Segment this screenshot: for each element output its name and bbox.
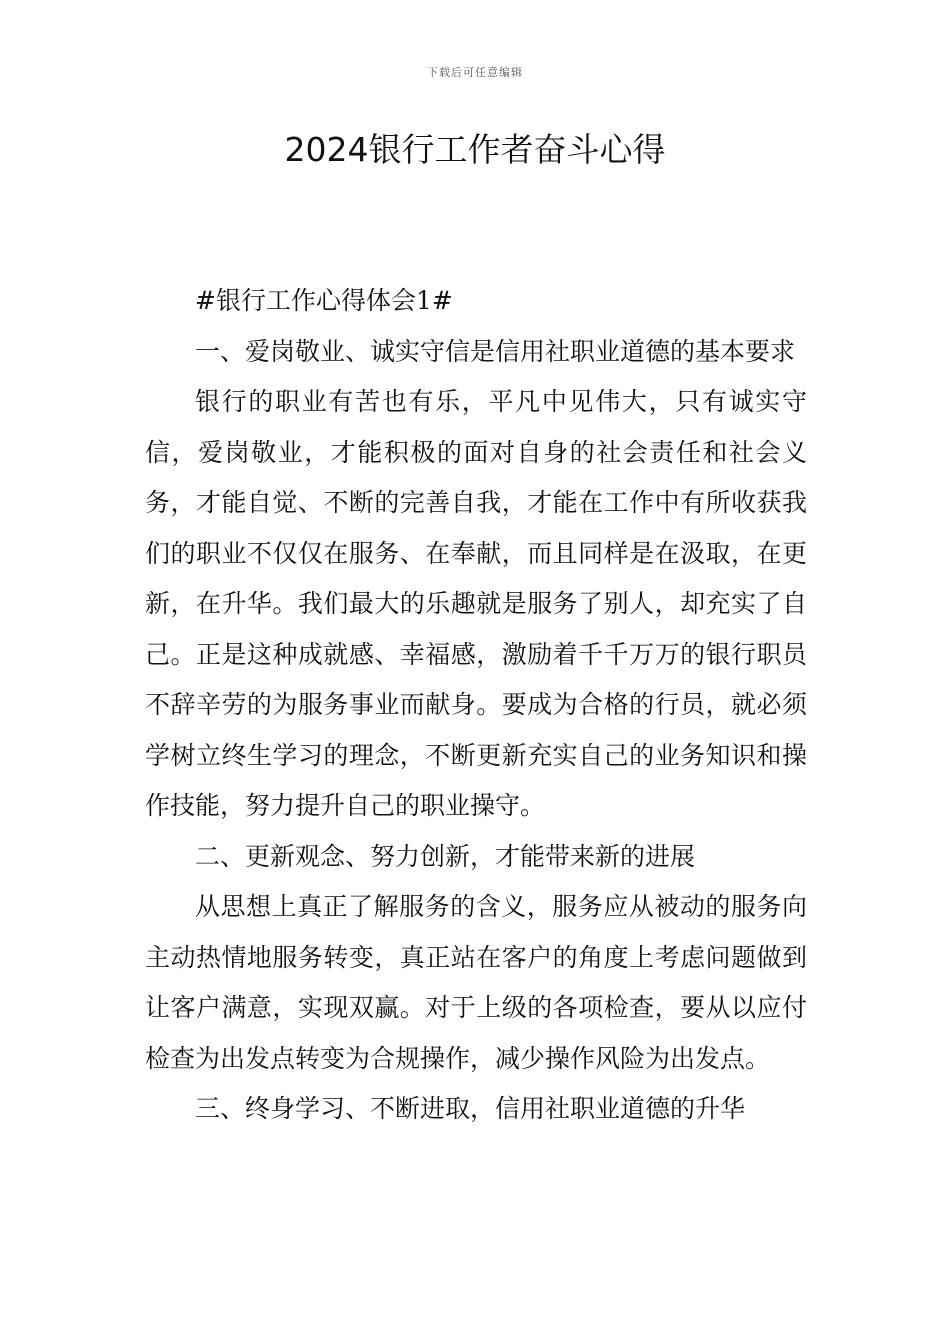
body-paragraph: 银行的职业有苦也有乐，平凡中见伟大，只有诚实守信，爱岗敬业，才能积极的面对自身的社会责任和社会义务，才能自觉、不断的完善自我，才能在工作中有所收获我们的职业不仅仅在服务、在奉献，而且同样是在汲取，在更新，在升华。我们最大的乐趣就是服务了别人，却充实了自己。正是这种成就感、幸福感，激励着千千万万的银行职员不辞辛劳的为服务事业而献身。要成为合格的行员，就必须学树立终生学习的理念，不断更新充实自己的业务知识和操作技能，努力提升自己的职业操守。 bbox=[145, 387, 807, 820]
section-heading-paragraph: #银行工作心得体会1# bbox=[195, 286, 453, 315]
document-title: 2024银行工作者奋斗心得 bbox=[284, 130, 666, 169]
heading-paragraph: 一、爱岗敬业、诚实守信是信用社职业道德的基本要求 bbox=[195, 336, 796, 366]
heading-paragraph: 三、终身学习、不断进取，信用社职业道德的升华 bbox=[195, 1094, 746, 1123]
document-body bbox=[145, 276, 807, 1135]
body-paragraph: 从思想上真正了解服务的含义，服务应从被动的服务向主动热情地服务转变，真正站在客户的角度上考虑问题做到让客户满意，实现双赢。对于上级的各项检查，要从以应付检查为出发点转变为合规操作，减少操作风险为出发点。 bbox=[145, 892, 807, 1073]
heading-paragraph: 二、更新观念、努力创新，才能带来新的进展 bbox=[195, 841, 696, 871]
header-note: 下载后可任意编辑 bbox=[427, 66, 523, 79]
